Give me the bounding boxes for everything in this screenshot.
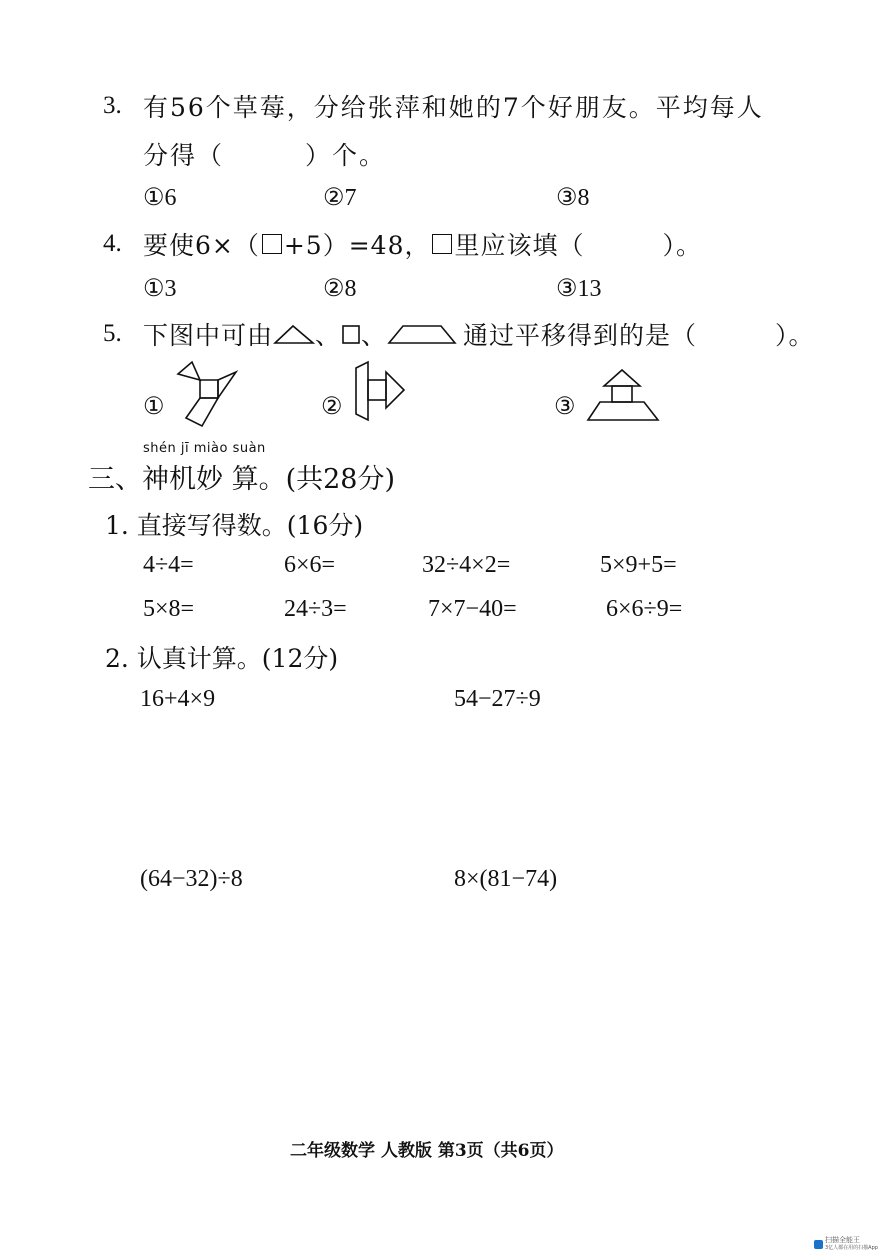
mental-calc-4: 5×9+5= [600, 552, 677, 578]
mental-calc-6: 24÷3= [284, 596, 347, 622]
written-calc-2: 54−27÷9 [454, 686, 541, 712]
blank-square-icon [262, 234, 282, 254]
page-footer: 二年级数学 人教版 第3页（共6页） [290, 1141, 564, 1161]
question-5-suffix: 通过平移得到的是（ ）。 [463, 321, 815, 350]
question-5-option-1-label[interactable]: ① [143, 392, 165, 420]
option-3-figure-icon [584, 366, 662, 424]
watermark-line1: 扫描全能王 [825, 1236, 860, 1244]
scanner-logo-icon [814, 1240, 823, 1249]
watermark-line2: 3亿人都在用的扫描App [825, 1245, 878, 1251]
blank-square-icon [432, 234, 452, 254]
mental-calc-7: 7×7−40= [428, 596, 517, 622]
question-5-option-3-label[interactable]: ③ [554, 392, 576, 420]
part-1-title: 1. 直接写得数。(16分) [105, 511, 364, 540]
section-3-pinyin: shén jī miào suàn [143, 441, 266, 456]
question-4-option-3[interactable]: ③13 [556, 276, 602, 302]
option-2-figure-icon [350, 360, 410, 424]
question-3-option-3[interactable]: ③8 [556, 185, 590, 211]
question-4-option-2[interactable]: ②8 [323, 276, 357, 302]
question-4-number: 4. [103, 230, 122, 257]
question-3-number: 3. [103, 92, 122, 119]
part-2-title: 2. 认真计算。(12分) [105, 644, 339, 673]
question-4-middle: +5）=48， [283, 231, 431, 260]
question-5-option-2-label[interactable]: ② [321, 392, 343, 420]
question-3-option-2[interactable]: ②7 [323, 185, 357, 211]
mental-calc-1: 4÷4= [143, 552, 194, 578]
question-4-option-1[interactable]: ①3 [143, 276, 177, 302]
mental-calc-3: 32÷4×2= [422, 552, 511, 578]
question-4-suffix: 里应该填（ ）。 [454, 231, 702, 260]
question-3-option-1[interactable]: ①6 [143, 185, 177, 211]
trapezoid-shape-icon [387, 323, 457, 345]
question-5-prefix: 下图中可由 [143, 321, 274, 350]
question-4-prefix: 要使6×（ [143, 231, 260, 260]
mental-calc-2: 6×6= [284, 552, 336, 578]
option-1-figure-icon [172, 360, 242, 432]
triangle-shape-icon [273, 323, 315, 345]
scanner-watermark [814, 1236, 878, 1252]
question-5-number: 5. [103, 320, 122, 347]
question-3-text-line1: 有56个草莓，分给张萍和她的7个好朋友。平均每人 [143, 93, 764, 122]
question-5-separator-2: 、 [361, 321, 388, 350]
mental-calc-5: 5×8= [143, 596, 195, 622]
square-shape-icon [341, 323, 361, 345]
section-3-title: 三、神机妙 算。(共28分) [88, 464, 396, 495]
question-5-text [143, 316, 815, 352]
question-4-text [143, 226, 702, 262]
question-5-separator-1: 、 [315, 321, 342, 350]
written-calc-3: (64−32)÷8 [140, 866, 243, 892]
question-3-text-line2: 分得（ ）个。 [143, 141, 387, 170]
mental-calc-8: 6×6÷9= [606, 596, 683, 622]
written-calc-1: 16+4×9 [140, 686, 216, 712]
written-calc-4: 8×(81−74) [454, 866, 558, 892]
